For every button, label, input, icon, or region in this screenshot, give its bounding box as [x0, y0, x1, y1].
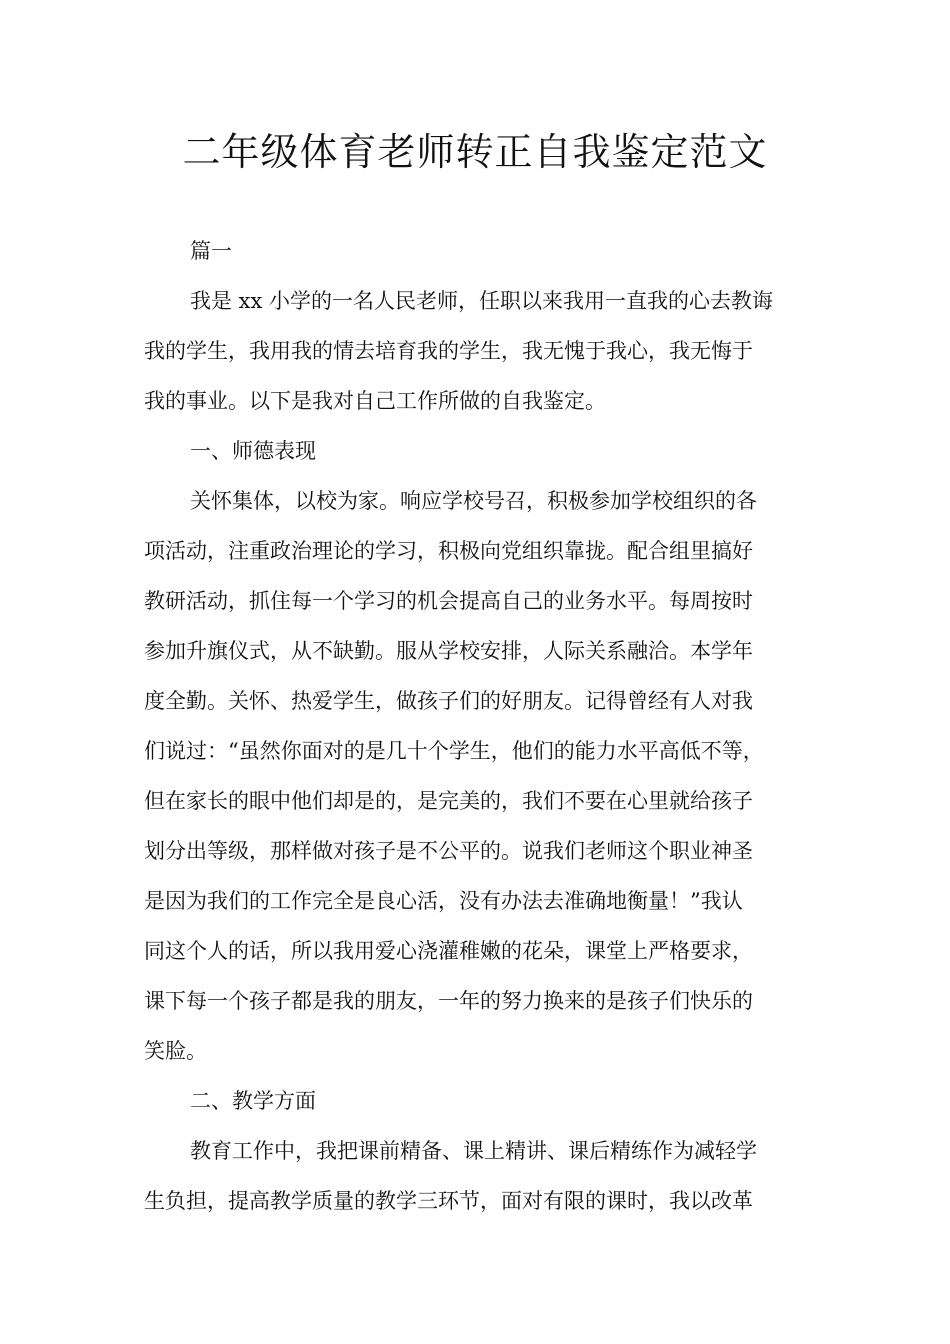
paragraph-line: 是因为我们的工作完全是良心活，没有办法去准确地衡量！”我认: [144, 889, 743, 913]
paragraph-line: 项活动，注重政治理论的学习，积极向党组织靠拢。配合组里搞好: [144, 539, 753, 563]
paragraph-line: 但在家长的眼中他们却是的，是完美的，我们不要在心里就给孩子: [144, 789, 753, 813]
paragraph-line: 生负担，提高教学质量的教学三环节，面对有限的课时，我以改革: [144, 1189, 753, 1213]
paragraph-line: 我的学生，我用我的情去培育我的学生，我无愧于我心，我无悔于: [144, 339, 753, 363]
paragraph-line: 们说过：“虽然你面对的是几十个学生，他们的能力水平高低不等，: [144, 739, 764, 763]
section-heading: 一、师德表现: [190, 439, 316, 463]
section-heading: 篇一: [190, 239, 232, 263]
document-title: 二年级体育老师转正自我鉴定范文: [182, 130, 768, 174]
paragraph-line: 划分出等级，那样做对孩子是不公平的。说我们老师这个职业神圣: [144, 839, 753, 863]
paragraph-line: 同这个人的话，所以我用爱心浇灌稚嫩的花朵，课堂上严格要求，: [144, 939, 753, 963]
section-heading: 二、教学方面: [190, 1089, 316, 1113]
paragraph-line: 笑脸。: [144, 1039, 207, 1063]
paragraph-line: 教育工作中，我把课前精备、课上精讲、课后精练作为减轻学: [190, 1139, 757, 1163]
paragraph-line: 课下每一个孩子都是我的朋友，一年的努力换来的是孩子们快乐的: [144, 989, 753, 1013]
document-body: [144, 226, 824, 1226]
paragraph-line: 教研活动，抓住每一个学习的机会提高自己的业务水平。每周按时: [144, 589, 753, 613]
paragraph-line: 度全勤。关怀、热爱学生，做孩子们的好朋友。记得曾经有人对我: [144, 689, 753, 713]
paragraph-line: 关怀集体，以校为家。响应学校号召，积极参加学校组织的各: [190, 489, 757, 513]
paragraph-line: 参加升旗仪式，从不缺勤。服从学校安排，人际关系融洽。本学年: [144, 639, 753, 663]
paragraph-line: 我的事业。以下是我对自己工作所做的自我鉴定。: [144, 389, 606, 413]
paragraph-line: 我是 xx 小学的一名人民老师，任职以来我用一直我的心去教诲: [190, 289, 774, 313]
